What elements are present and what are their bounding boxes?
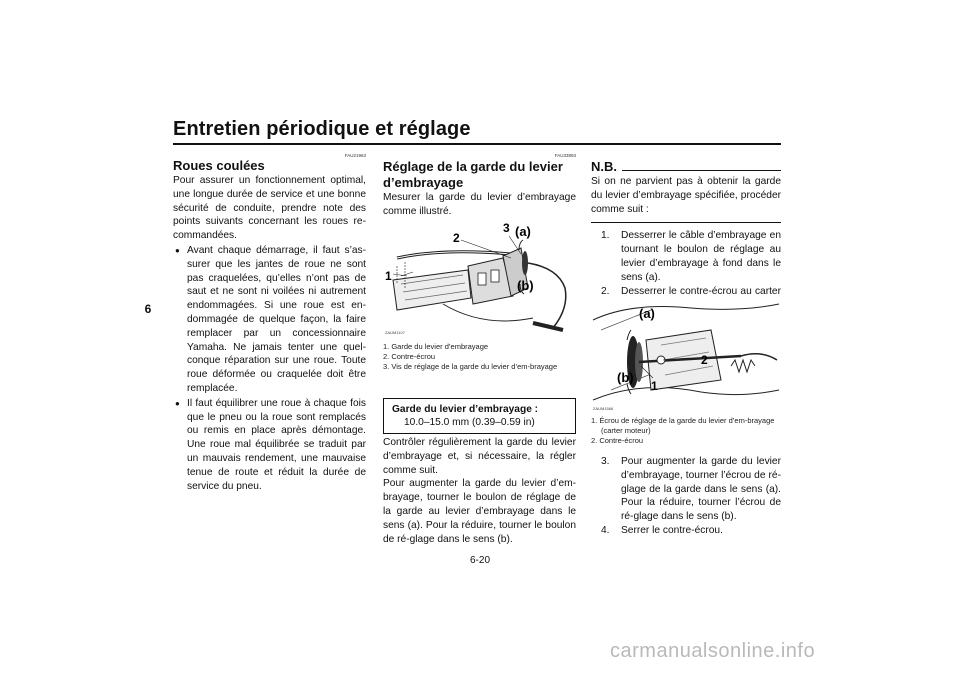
paragraph: Pour augmenter la garde du levier d’em-brayage, tourner le boulon de réglage de la garde au levier d’embrayage dans le sens (a). Pour la réduire, tourner le boulon de ré-glage dans le sens (b).: [383, 478, 576, 545]
section-heading: Roues coulées: [173, 158, 265, 173]
chapter-tab: 6: [144, 302, 152, 316]
figure-caption: 2. Contre-écrou: [591, 436, 644, 445]
figure-code: ZAUM1107: [385, 330, 405, 335]
section-heading: Réglage de la garde du levier d’embrayage: [383, 159, 563, 190]
nb-header: [591, 159, 781, 175]
nb-heading: N.B.: [591, 159, 617, 174]
figure-label: 3: [503, 221, 510, 235]
section-intro: Mesurer la garde du levier d’embrayage comme illustré.: [383, 192, 576, 217]
title-rule: [173, 143, 781, 145]
steps-continued: [591, 455, 781, 538]
section-code: FAU33893: [554, 153, 576, 158]
step-item: 2. Desserrer le contre-écrou au carter: [601, 285, 781, 297]
figure-caption: 1. Écrou de réglage de la garde du levier d’em-brayage (carter moteur): [591, 416, 775, 435]
figure-captions: [383, 342, 576, 372]
paragraph: Contrôler régulièrement la garde du levier d’embrayage et, si nécessaire, la régler comme suit.: [383, 437, 576, 476]
spec-label: Garde du levier d’embrayage :: [392, 404, 539, 415]
figure-caption: 3. Vis de réglage de la garde du levier d’em-brayage: [383, 362, 558, 371]
nb-rule: [622, 170, 781, 171]
step-item: 4. Serrer le contre-écrou.: [601, 524, 723, 536]
figure-caption: 2. Contre-écrou: [383, 352, 436, 361]
bullet-item: ● Avant chaque démarrage, il faut s’as-surer que les jantes de roue ne sont pas craquelées, qu’elles n’ont pas de saut et ne sont ni voilées ni autrement endommagées. Si une roue est en-dommagée de quelque façon, la faire remplacer par un concessionnaire Yamaha. Ne jamais tenter une quel-conque réparation sur une roue. Toute roue déformée ou craquelée doit être remplacée.: [173, 244, 366, 396]
figure-label: 2: [453, 231, 460, 245]
figure-label: (b): [517, 278, 534, 293]
bullet-item: ● Il faut équilibrer une roue à chaque fois que le pneu ou la roue sont remplacés ou remis en place après démontage. Une roue mal équilibrée se traduit par un mauvais rendement, une mauvaise tenue de route et réduit la durée de service du pneu.: [173, 397, 366, 494]
figure-captions: [591, 416, 781, 446]
column-3: [591, 159, 781, 312]
page-title: Entretien périodique et réglage: [173, 118, 471, 140]
figure-crankcase-adjuster: [591, 300, 781, 412]
figure-label: 1: [385, 269, 392, 283]
column-2: [383, 159, 576, 219]
column-2-body: [383, 436, 576, 546]
spec-box: [383, 398, 576, 434]
column-1: [173, 158, 366, 493]
spec-value: 10.0–15.0 mm (0.39–0.59 in): [404, 417, 535, 428]
nb-text: Si on ne parvient pas à obtenir la garde du levier d’embrayage spécifiée, procéder comme suit :: [591, 176, 781, 215]
steps-list: [591, 455, 781, 538]
page-number: 6-20: [469, 555, 490, 566]
step-item: 3. Pour augmenter la garde du levier d’embrayage, tourner l’écrou de ré-glage de la garde dans le sens (a). Pour la réduire, tourner l’écrou de ré-glage dans le sens (b).: [601, 456, 781, 523]
figure-label: 2: [701, 353, 708, 367]
figure-label: (a): [639, 306, 655, 321]
section-intro: Pour assurer un fonctionnement optimal, une longue durée de service et une bonne sécurité de conduite, prendre note des points suivants concernant les roues re-commandées.: [173, 175, 366, 242]
section-code: FAU21963: [344, 153, 366, 158]
watermark: carmanualsonline.info: [610, 640, 816, 662]
step-item: 1. Desserrer le câble d’embrayage en tournant le boulon de réglage au levier d’embrayage à fond dans le sens (a).: [601, 230, 781, 283]
figure-label: (a): [515, 224, 531, 239]
figure-code: ZAUM1566: [593, 406, 614, 411]
figure-clutch-lever: [383, 218, 576, 338]
nb-rule-end: [591, 222, 781, 223]
figure-label: (b): [617, 370, 634, 385]
figure-caption: 1. Garde du levier d’embrayage: [383, 342, 489, 351]
figure-label: 1: [651, 379, 658, 393]
